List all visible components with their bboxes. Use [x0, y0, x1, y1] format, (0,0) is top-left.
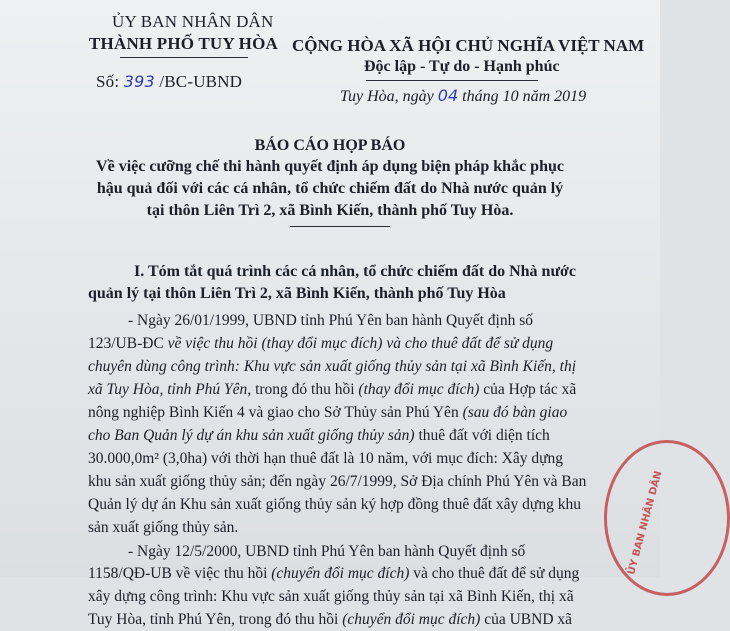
seal-text: ỦY BAN NHÂN DÂN [626, 470, 665, 577]
doc-no-suffix: /BC-UBND [159, 72, 243, 91]
para1-line2 [88, 332, 553, 355]
document-number [96, 72, 242, 92]
para1-line8: khu sản xuất giống thủy sản; đến ngày 26/7/1999, Sở Địa chính Phú Yên và Ban [88, 473, 587, 490]
para2-line2-b: (chuyển đổi mục đích) [271, 565, 410, 582]
para1-line9: Quản lý dự án Khu sản xuất giống thủy sản ký hợp đồng thuê đất xây dựng khu [88, 496, 581, 513]
para1-line6-a: cho Ban Quản lý dự án khu sản xuất giống thủy sản) [88, 427, 415, 444]
decision-number: 123/UB-ĐC [88, 335, 164, 352]
para1-line4-b: , trong đó thu hồi [247, 381, 359, 398]
date-prefix: Tuy Hòa, ngày [340, 88, 434, 105]
doc-no-prefix: Số: [96, 72, 120, 91]
report-subtitle-line1: Về việc cưỡng chế thi hành quyết định áp dụng biện pháp khắc phục [96, 158, 564, 175]
para2-line2-a: 1158/QĐ-UB về việc thu hồi [88, 565, 272, 582]
national-motto: Độc lập - Tự do - Hạnh phúc [364, 58, 560, 75]
para2-line2-c: và cho thuê đất để sử dụng [409, 565, 580, 582]
report-subtitle-line3: tại thôn Liên Trì 2, xã Bình Kiến, thành phố Tuy Hòa. [146, 202, 514, 219]
para1-line4-c: (thay đổi mục đích) [358, 381, 480, 398]
para2-line3: xây dựng công trình: Khu vực sản xuất giống thủy sản tại xã Bình Kiến, thị xã [88, 588, 574, 605]
date-suffix: tháng 10 năm 2019 [462, 88, 587, 105]
para1-line3: chuyên dùng công trình: Khu vực sản xuất giống thủy sản tại xã Bình Kiến, thị [88, 358, 577, 375]
national-title: CỘNG HÒA XÃ HỘI CHỦ NGHĨA VIỆT NAM [292, 36, 645, 55]
para1-line6-b: thuê đất với diện tích [414, 427, 550, 444]
para1-line4-a: xã Tuy Hòa, tỉnh Phú Yên [88, 381, 248, 398]
para2-line4 [88, 608, 572, 631]
para1-line6 [88, 424, 550, 447]
para1-line2-rest: về việc thu hồi (thay đổi mục đích) và cho thuê đất để sử dụng [163, 335, 554, 352]
para1-line7: 30.000,0m² (3,0ha) với thời hạn thuê đất là 10 năm, với mục đích: Xây dựng [88, 450, 563, 467]
report-title: BÁO CÁO HỌP BÁO [254, 137, 406, 154]
para1-line1: - Ngày 26/01/1999, UBND tỉnh Phú Yên ban hành Quyết định số [128, 312, 533, 329]
doc-no-handwritten: 393 [123, 72, 155, 91]
para1-line10: sản xuất giống thủy sản. [88, 519, 239, 536]
agency-name-line2: THÀNH PHỐ TUY HÒA [89, 34, 278, 53]
section-heading-line1: I. Tóm tắt quá trình các cá nhân, tổ chức chiếm đất do Nhà nước [134, 263, 577, 280]
para2-line4-c: của UBND xã [480, 611, 573, 628]
official-seal [604, 440, 730, 596]
place-date [340, 86, 586, 106]
date-day-handwritten: 04 [437, 86, 459, 105]
para2-line4-a: Tuy Hòa, tỉnh Phú Yên, trong đó thu hồi [88, 611, 343, 628]
para1-line4-d: của Hợp tác xã [479, 381, 577, 398]
agency-name-line1: ỦY BAN NHÂN DÂN [112, 12, 274, 31]
report-subtitle-line2: hậu quả đối với các cá nhân, tổ chức chiếm đất do Nhà nước quản lý [96, 180, 564, 197]
para2-line1: - Ngày 12/5/2000, UBND tỉnh Phú Yên ban hành Quyết định số [128, 543, 526, 560]
para1-line5 [88, 401, 567, 424]
para1-line4 [88, 378, 576, 401]
section-heading-line2: quản lý tại thôn Liên Trì 2, xã Bình Kiến, thành phố Tuy Hòa [88, 285, 506, 302]
para2-line4-b: (chuyển đổi mục đích) [342, 611, 481, 628]
motto-underline [366, 80, 538, 81]
para1-line5-a: nông nghiệp Bình Kiến 4 và giao cho Sở Thủy sản Phú Yên [88, 404, 463, 421]
title-underline [290, 226, 390, 227]
agency-underline [120, 57, 248, 58]
para2-line2 [88, 562, 579, 585]
para1-line5-b: (sau đó bàn giao [462, 404, 568, 421]
